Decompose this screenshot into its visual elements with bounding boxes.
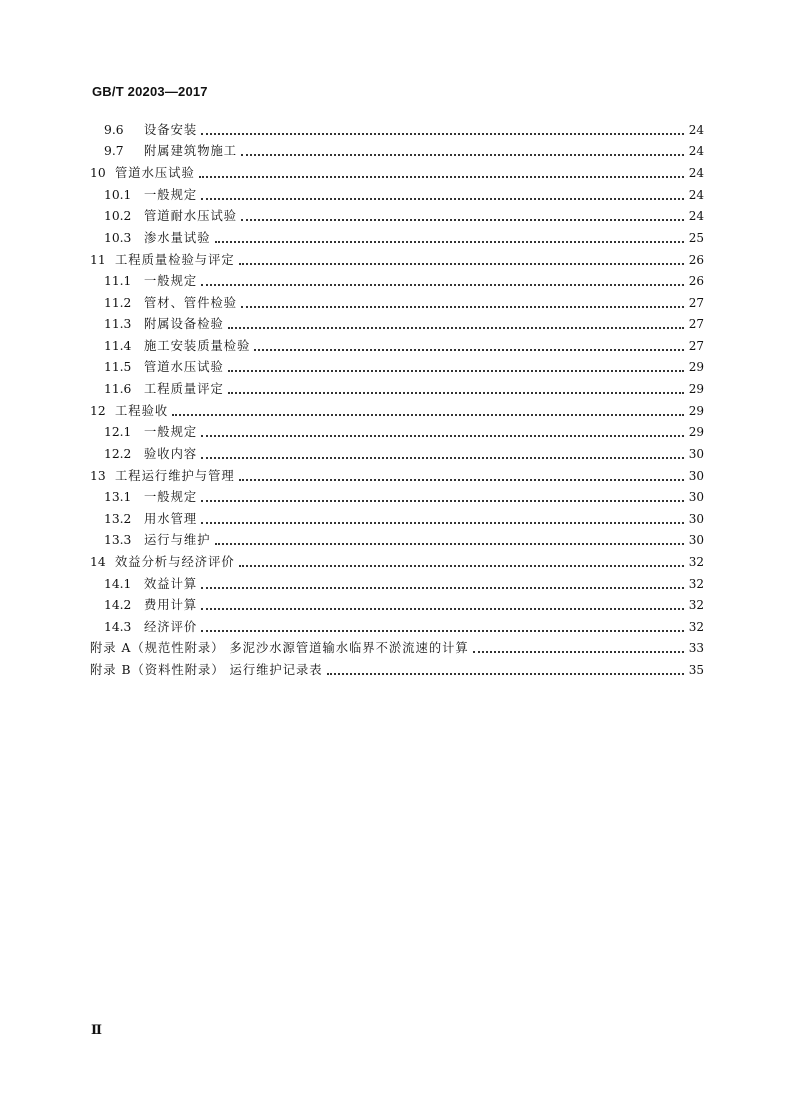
dot-leader	[327, 672, 684, 675]
dot-leader	[228, 391, 684, 394]
dot-leader	[241, 305, 684, 308]
toc-entry[interactable]	[90, 311, 704, 333]
dot-leader	[199, 175, 684, 178]
toc-entry-page-number: 26	[688, 274, 704, 288]
toc-entry-page-number: 29	[688, 360, 704, 374]
toc-entry-number: 11	[90, 252, 106, 267]
page-number-footer: Ⅱ	[91, 1023, 102, 1038]
toc-entry-title: 一般规定	[144, 425, 198, 439]
toc-entry-number: 14	[90, 555, 106, 569]
toc-entry-title: 验收内容	[144, 446, 198, 461]
table-of-contents	[90, 116, 704, 678]
toc-entry[interactable]	[90, 505, 704, 527]
toc-entry[interactable]	[90, 224, 704, 246]
toc-entry[interactable]	[90, 203, 704, 225]
toc-entry-number: 13	[90, 468, 106, 483]
toc-entry-title: 管道耐水压试验	[144, 209, 238, 223]
toc-entry[interactable]	[90, 462, 704, 484]
dot-leader	[254, 348, 684, 351]
toc-entry-page-number: 24	[688, 144, 704, 158]
toc-entry-page-number: 29	[688, 425, 704, 439]
toc-entry-number: 10.1	[104, 187, 132, 202]
toc-entry[interactable]	[90, 527, 704, 549]
dot-leader	[239, 478, 684, 481]
toc-entry[interactable]	[90, 375, 704, 397]
toc-entry-number: 11.1	[104, 274, 132, 288]
dot-leader	[201, 434, 684, 437]
toc-entry[interactable]	[90, 397, 704, 419]
dot-leader	[201, 456, 684, 459]
toc-entry-number: 10	[90, 166, 106, 180]
toc-entry-number: 12	[90, 403, 106, 418]
toc-entry[interactable]	[90, 332, 704, 354]
toc-entry-title: 一般规定	[144, 187, 198, 202]
toc-entry-number: 13.1	[104, 490, 132, 504]
toc-entry-number: 12.1	[104, 425, 132, 439]
toc-entry-title: 经济评价	[144, 619, 198, 634]
dot-leader	[172, 413, 684, 416]
toc-entry[interactable]	[90, 570, 704, 592]
dot-leader	[201, 132, 684, 135]
toc-entry-page-number: 30	[688, 468, 704, 483]
toc-entry[interactable]	[90, 419, 704, 441]
toc-entry[interactable]	[90, 159, 704, 181]
toc-entry-title: 附录 B（资料性附录） 运行维护记录表	[90, 662, 323, 677]
toc-entry-number: 11.5	[104, 360, 132, 374]
toc-entry-page-number: 30	[688, 511, 704, 526]
toc-entry-number: 11.4	[104, 338, 132, 353]
toc-entry-number: 9.7	[104, 144, 124, 158]
toc-entry-number: 12.2	[104, 446, 132, 461]
toc-entry-page-number: 26	[688, 252, 704, 267]
toc-entry-number: 14.2	[104, 598, 132, 612]
toc-entry-title: 附录 A（规范性附录） 多泥沙水源管道输水临界不淤流速的计算	[90, 641, 469, 655]
toc-entry-page-number: 30	[688, 446, 704, 461]
toc-entry[interactable]	[90, 635, 704, 657]
dot-leader	[228, 369, 684, 372]
toc-entry-page-number: 27	[688, 317, 704, 331]
dot-leader	[201, 586, 684, 589]
toc-entry-page-number: 32	[688, 555, 704, 569]
toc-entry-number: 14.3	[104, 619, 132, 634]
toc-entry[interactable]	[90, 354, 704, 376]
toc-entry-page-number: 24	[688, 122, 704, 137]
toc-entry-number: 14.1	[104, 576, 132, 591]
toc-entry[interactable]	[90, 181, 704, 203]
toc-entry-page-number: 32	[688, 619, 704, 634]
toc-entry-number: 11.3	[104, 317, 132, 331]
toc-entry-title: 附属设备检验	[144, 317, 224, 331]
toc-entry-page-number: 30	[688, 533, 704, 547]
toc-entry-page-number: 30	[688, 490, 704, 504]
toc-entry-title: 效益计算	[144, 576, 198, 591]
standard-number-header: GB/T 20203—2017	[92, 84, 208, 99]
dot-leader	[241, 218, 684, 221]
toc-entry-title: 工程验收	[115, 403, 169, 418]
toc-entry-page-number: 24	[688, 209, 704, 223]
dot-leader	[241, 153, 684, 156]
toc-entry-title: 工程运行维护与管理	[115, 468, 235, 483]
toc-entry[interactable]	[90, 116, 704, 138]
toc-entry-number: 11.2	[104, 295, 132, 310]
toc-entry-number: 9.6	[104, 122, 124, 137]
toc-entry-title: 一般规定	[144, 274, 198, 288]
toc-entry[interactable]	[90, 484, 704, 506]
dot-leader	[215, 542, 685, 545]
toc-entry-page-number: 25	[688, 230, 704, 245]
dot-leader	[201, 499, 684, 502]
toc-entry[interactable]	[90, 440, 704, 462]
toc-entry-page-number: 29	[688, 403, 704, 418]
toc-entry-title: 管道水压试验	[144, 360, 224, 374]
toc-entry-page-number: 24	[688, 166, 704, 180]
toc-entry-title: 费用计算	[144, 598, 198, 612]
toc-entry-number: 11.6	[104, 381, 132, 396]
toc-entry-title: 管道水压试验	[115, 166, 195, 180]
dot-leader	[201, 283, 684, 286]
dot-leader	[239, 564, 684, 567]
toc-entry-page-number: 29	[688, 381, 704, 396]
toc-entry-page-number: 27	[688, 295, 704, 310]
toc-entry-number: 10.2	[104, 209, 132, 223]
dot-leader	[201, 521, 684, 524]
toc-entry-title: 工程质量检验与评定	[115, 252, 235, 267]
toc-entry-page-number: 35	[688, 662, 704, 677]
toc-entry-title: 一般规定	[144, 490, 198, 504]
toc-entry[interactable]	[90, 246, 704, 268]
dot-leader	[201, 629, 684, 632]
dot-leader	[228, 326, 684, 329]
toc-entry-title: 运行与维护	[144, 533, 211, 547]
toc-entry-number: 13.3	[104, 533, 132, 547]
toc-entry-page-number: 32	[688, 598, 704, 612]
toc-entry[interactable]	[90, 268, 704, 290]
toc-entry-number: 13.2	[104, 511, 132, 526]
toc-entry-page-number: 24	[688, 187, 704, 202]
toc-entry-title: 工程质量评定	[144, 381, 224, 396]
toc-entry-number: 10.3	[104, 230, 132, 245]
toc-entry[interactable]	[90, 613, 704, 635]
dot-leader	[239, 262, 684, 265]
toc-entry[interactable]	[90, 656, 704, 678]
toc-entry-title: 渗水量试验	[144, 230, 211, 245]
toc-entry-title: 附属建筑物施工	[144, 144, 238, 158]
toc-entry-title: 管材、管件检验	[144, 295, 238, 310]
toc-entry-page-number: 27	[688, 338, 704, 353]
toc-entry-page-number: 33	[688, 641, 704, 655]
toc-entry[interactable]	[90, 138, 704, 160]
toc-entry-page-number: 32	[688, 576, 704, 591]
toc-entry[interactable]	[90, 548, 704, 570]
toc-entry-title: 设备安装	[144, 122, 198, 137]
dot-leader	[201, 197, 684, 200]
toc-entry[interactable]	[90, 289, 704, 311]
dot-leader	[473, 650, 684, 653]
dot-leader	[201, 607, 684, 610]
dot-leader	[215, 240, 685, 243]
toc-entry-title: 效益分析与经济评价	[115, 555, 235, 569]
toc-entry-title: 用水管理	[144, 511, 198, 526]
toc-entry[interactable]	[90, 592, 704, 614]
toc-entry-title: 施工安装质量检验	[144, 338, 251, 353]
